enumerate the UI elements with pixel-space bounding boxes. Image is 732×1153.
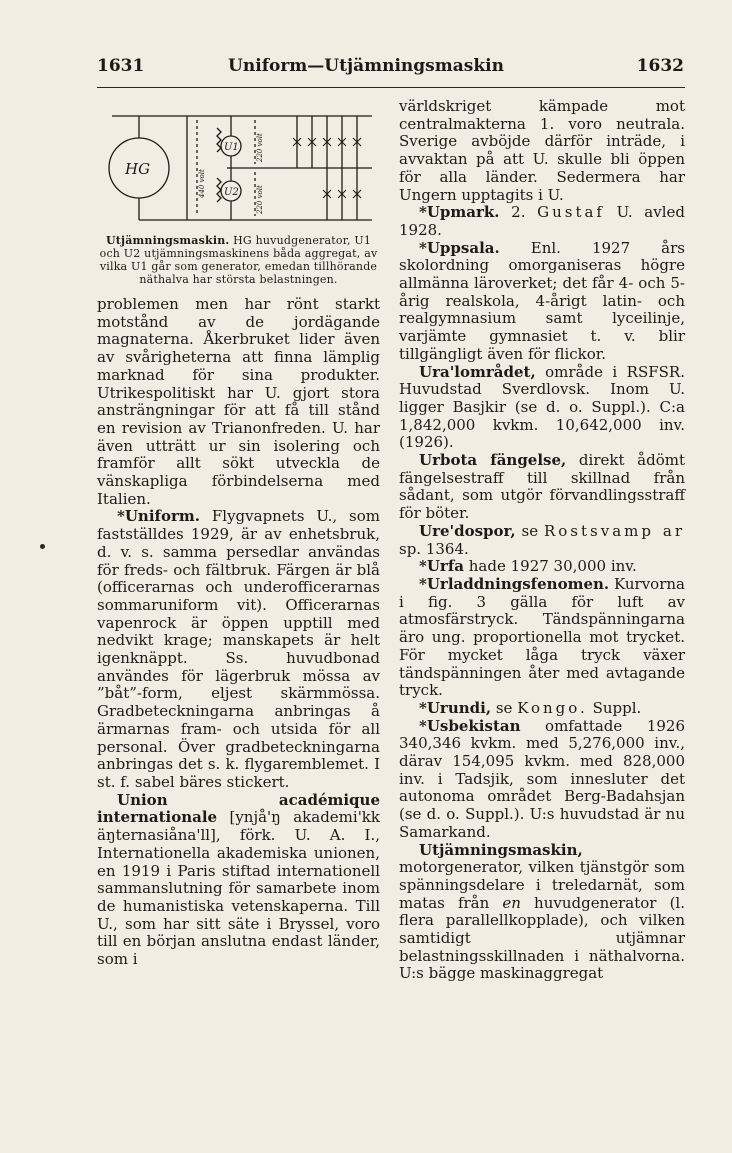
u2-label: U2 [224,187,239,198]
term-urbota: Urbota fängelse, [419,451,567,470]
entry-uppsala: *Uppsala. Enl. 1927 års skolordning omorganiseras högre allmänna läroverket; det får 4- och 5-årig realskola, 4-årigt latin- och realgymnasium samt lyceilinje, varjämte gymnasiet t. v. blir tillgängligt även för flickor. [399,238,685,363]
caption-text: HG huvudgenerator, U1 och U2 utjämningsmaskinens båda aggregat, av vilka U1 går som generator, emedan tillhörande näthalva har största belastningen. [99,234,378,286]
entry-uredospor: Ure'dospor, se Rostsvamp ar sp. 1364. [399,521,685,558]
term-utjamningsmaskin: Utjämningsmaskin, [419,840,583,859]
term-union-academique: Union académique internationale [97,790,380,827]
header-rule [97,87,685,88]
page-number-left: 1631 [97,56,145,76]
caption-term: Utjämningsmaskin. [105,234,230,247]
term-uniform: *Uniform. [117,507,200,526]
entry-urladdningsfenomen: *Urladdningsfenomen. Kurvorna i fig. 3 gälla för luft av atmosfärstryck. Tändspänningarna äro ung. proportionella mot trycket. För mycket låga tryck växer tändspänningen åter med avtagande tryck. [399,574,685,700]
circuit-diagram [97,98,380,230]
term-uralomradet: Ura'lområdet, [419,362,536,381]
volt-220-bottom-label: 220 volt [256,185,264,214]
volt-440-label: 440 volt [198,169,206,198]
term-upmark: *Upmark. [419,203,500,222]
generator-label: HG [125,160,151,178]
running-title: Uniform—Utjämningsmaskin [228,56,504,76]
entry-uniform: *Uniform. Flygvapnets U., som fastställdes 1929, är av enhetsbruk, d. v. s. samma persedlar användas för freds- och fältbruk. Färgen är blå (officerarnas och underofficerarnas sommaruniform vit). Officerarnas vapenrock är öppen upptill med nedvikt krage; manskapets är helt igenknäppt. Ss. huvudbonad användes för lägerbruk mössa av ”båt”-form, eljest skärmmössa. Gradbeteckningarna anbringas å ärmarnas fram- och utsida för all personal. Över gradbeteckningarna anbringas det s. k. flygaremblemet. I st. f. sabel bäres stickert. [97,507,380,791]
entry-urundi: *Urundi, se Kongo. Suppl. [419,698,642,717]
paragraph-problemen: problemen men har rönt starkt motstånd av de jordägande magnaterna. Åkerbruket lider även av svårigheterna att finna lämplig marknad för sina produkter. Utrikespolitiskt har U. gjort stora ansträngningar för att få till stånd en revision av Trianonfreden. U. har även utträtt ur sin isolering och framför allt sökt utveckla de vänskapliga förbindelserna med Italien. [97,295,380,508]
entry-urbota: Urbota fängelse, direkt ådömt fängelsestraff till skillnad från sådant, som utgör förvandlingsstraff för böter. [399,451,685,523]
margin-mark [40,544,45,549]
entry-urfa: *Urfa hade 1927 30,000 inv. [419,557,637,576]
left-column [97,98,380,969]
u1-label: U1 [224,142,239,153]
term-usbekistan: *Usbekistan [419,716,521,735]
term-urladdningsfenomen: *Urladdningsfenomen. [419,574,610,593]
entry-utjamningsmaskin: Utjämningsmaskin, motorgenerator, vilken tjänstgör som spänningsdelare i treledarnät, som matas från en huvudgenerator (l. flera parallellkopplade), och vilken samtidigt utjämnar belastningsskillnaden i näthalvorna. U:s bägge maskinaggregat [399,840,685,983]
term-uredospor: Ure'dospor, [419,521,516,540]
entry-uralomradet: Ura'lområdet, område i RSFSR. Huvudstad Sverdlovsk. Inom U. ligger Basjkir (se d. o. Suppl.). C:a 1,842,000 kvkm. 10,642,000 inv. (1926). [399,362,685,452]
term-uppsala: *Uppsala. [419,238,500,257]
paragraph-varldskriget: världskriget kämpade mot centralmakterna 1. voro neutrala. Sverige avböjde därför inträde, i avvaktan på att U. skulle bli öppen för alla länder. Sedermera har Ungern upptagits i U. [399,97,685,204]
figure-caption [97,234,380,286]
entry-upmark: *Upmark. 2. Gustaf U. avled 1928. [399,203,685,239]
entry-union-academique: Union académique internationale [ynjå'ŋ akademi'kk äŋternasiåna'll], förk. U. A. I., Internationella akademiska unionen, en 1919 i Paris stiftad internationell sammanslutning för samarbete inom de humanistiska vetenskaperna. Till U., som har sitt säte i Bryssel, voro till en början anslutna endast länder, som i [97,790,380,969]
volt-220-top-label: 220 volt [256,133,264,162]
term-urfa: *Urfa [419,557,464,576]
entry-usbekistan: *Usbekistan omfattade 1926 340,346 kvkm. med 5,276,000 inv., därav 154,095 kvkm. med 828,000 inv. i Tadsjik, som innesluter det autonoma området Berg-Badahsjan (se d. o. Suppl.). U:s huvudstad är nu Samarkand. [399,716,685,841]
right-column [399,98,685,983]
term-urundi: *Urundi, [419,698,492,717]
page-number-right: 1632 [636,56,684,76]
